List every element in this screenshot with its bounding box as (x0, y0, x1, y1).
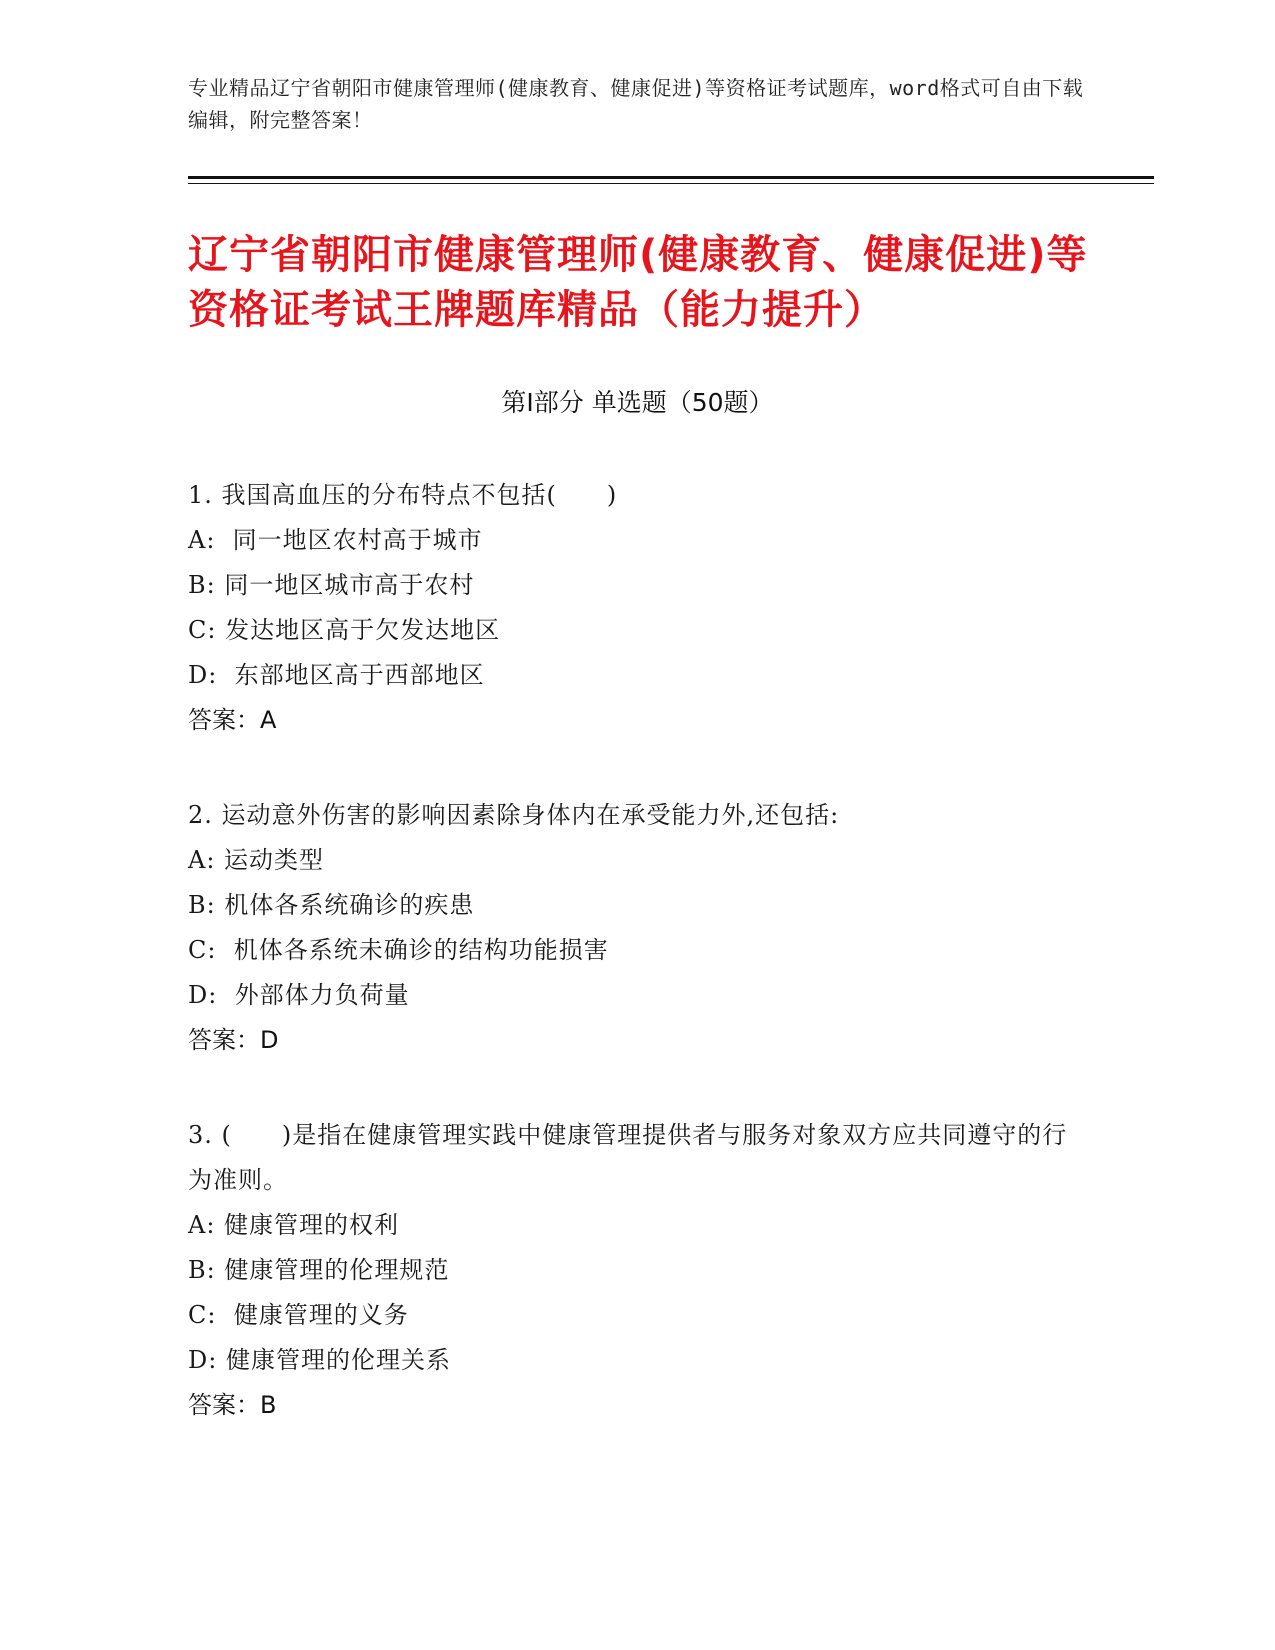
document-title: 辽宁省朝阳市健康管理师(健康教育、健康促进)等资格证考试王牌题库精品（能力提升） (188, 232, 1088, 333)
option-c: C: 健康管理的义务 (188, 1301, 409, 1329)
question-list (188, 473, 1088, 1478)
header-rule-thick (188, 176, 1154, 179)
question-3 (188, 1113, 1088, 1428)
option-b: B: 机体各系统确诊的疾患 (188, 891, 475, 919)
section-heading: 第Ⅰ部分 单选题（50题） (501, 388, 774, 417)
question-stem: 1. 我国高血压的分布特点不包括( ) (188, 481, 618, 509)
option-d: D: 东部地区高于西部地区 (188, 661, 485, 689)
option-b: B: 健康管理的伦理规范 (188, 1256, 450, 1284)
answer-line: 答案：A (188, 706, 277, 734)
question-stem: 3. ( )是指在健康管理实践中健康管理提供者与服务对象双方应共同遵守的行为准则。 (188, 1121, 1068, 1194)
option-c: C: 发达地区高于欠发达地区 (188, 616, 501, 644)
option-a: A: 运动类型 (188, 846, 325, 874)
question-2 (188, 793, 1088, 1063)
option-a: A: 健康管理的权利 (188, 1211, 400, 1239)
option-d: D: 健康管理的伦理关系 (188, 1346, 451, 1374)
question-1 (188, 473, 1088, 743)
option-d: D: 外部体力负荷量 (188, 981, 410, 1009)
header-note: 专业精品辽宁省朝阳市健康管理师(健康教育、健康促进)等资格证考试题库，word格式可自由下载编辑，附完整答案！ (188, 76, 1084, 132)
option-b: B: 同一地区城市高于农村 (188, 571, 475, 599)
answer-line: 答案：D (188, 1026, 279, 1054)
header-rule-thin (188, 183, 1154, 184)
question-stem: 2. 运动意外伤害的影响因素除身体内在承受能力外,还包括: (188, 801, 840, 829)
answer-line: 答案：B (188, 1391, 277, 1419)
option-a: A: 同一地区农村高于城市 (188, 526, 483, 554)
option-c: C: 机体各系统未确诊的结构功能损害 (188, 936, 609, 964)
